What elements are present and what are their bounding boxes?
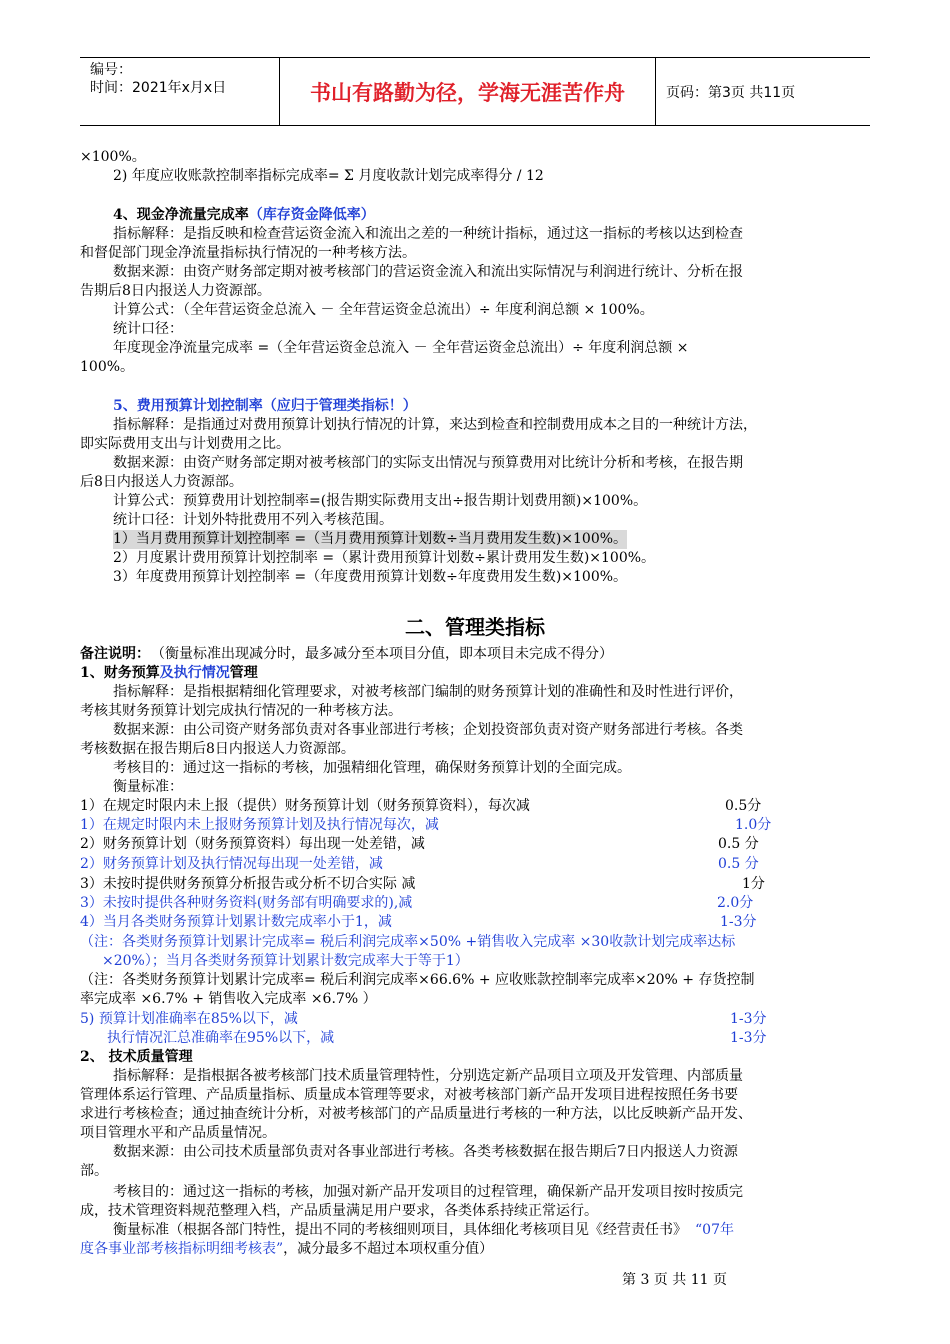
remark-line xyxy=(80,645,613,664)
text-line: 数据来源：由资产财务部定期对被考核部门的营运资金流入和流出实际情况与利润进行统计、分析在报 xyxy=(113,264,743,280)
text-line: 指标解释：是指根据各被考核部门技术质量管理特性，分别选定新产品项目立项及开发管理、内部质量 xyxy=(113,1068,743,1084)
page-footer: 第 3 页 共 11 页 xyxy=(622,1272,727,1288)
criteria-value: 1-3分 xyxy=(730,1030,767,1046)
text-line xyxy=(80,1240,493,1259)
text-line: 部。 xyxy=(80,1163,108,1179)
header-motto: 书山有路勤为径，学海无涯苦作舟 xyxy=(280,58,656,125)
text-line: 计算公式：预算费用计划控制率=(报告期实际费用支出÷报告期计划费用额)×100%。 xyxy=(113,493,648,509)
page-header xyxy=(80,57,870,126)
text-line: 考核数据在报告期后8日内报送人力资源部。 xyxy=(80,741,355,757)
criteria-item: 2）财务预算计划及执行情况每出现一处差错，减 xyxy=(80,856,383,872)
note-line: ×20%）；当月各类财务预算计划累计数完成率大于等于1） xyxy=(102,953,469,969)
text-line: 指标解释：是指根据精细化管理要求，对被考核部门编制的财务预算计划的准确性和及时性进行评价， xyxy=(113,684,743,700)
text-line: 计算公式：（全年营运资金总流入 － 全年营运资金总流出）÷ 年度利润总额 × 100%。 xyxy=(113,302,654,318)
text-part-blue: 度各事业部考核指标明细考核表” xyxy=(80,1241,284,1257)
criteria-value: 1分 xyxy=(742,876,765,892)
text-line: 数据来源：由公司技术质量部负责对各事业部进行考核。各类考核数据在报告期后7日内报送人力资源 xyxy=(113,1144,738,1160)
remark-text: （衡量标准出现减分时，最多减分至本项目分值，即本项目未完成不得分） xyxy=(158,646,613,662)
text-line: 告期后8日内报送人力资源部。 xyxy=(80,283,271,299)
criteria-value: 0.5 分 xyxy=(718,836,759,852)
criteria-item: 4）当月各类财务预算计划累计数完成率小于1，减 xyxy=(80,914,392,930)
criteria-item: 2）财务预算计划（财务预算资料）每出现一处差错，减 xyxy=(80,836,425,852)
text-line: 3）年度费用预算计划控制率 =（年度费用预算计划数÷年度费用发生数)×100%。 xyxy=(113,569,628,585)
text-line: 考核目的：通过这一指标的考核，加强精细化管理，确保财务预算计划的全面完成。 xyxy=(113,760,631,776)
text-line: 管理体系运行管理、产品质量指标、质量成本管理等要求，对被考核部门新产品开发项目进程按照任务书要 xyxy=(80,1087,738,1103)
criteria-value: 2.0分 xyxy=(717,895,754,911)
criteria-value: 0.5分 xyxy=(725,798,762,814)
text-line: 衡量标准： xyxy=(113,779,183,795)
number-label: 编号： xyxy=(90,62,132,78)
text-line: 成，技术管理资料规范整理入档，产品质量满足用户要求，各类体系持续正常运行。 xyxy=(80,1203,598,1219)
criteria-item: 3）未按时提供各种财务资料(财务部有明确要求的),减 xyxy=(80,895,413,911)
criteria-value: 1-3分 xyxy=(720,914,757,930)
heading-part: 1、财务预算 xyxy=(80,665,160,681)
text-line xyxy=(113,1221,734,1240)
text-line: 考核目的：通过这一指标的考核，加强对新产品开发项目的过程管理，确保新产品开发项目按时按质完 xyxy=(113,1184,743,1200)
text-line: 即实际费用支出与计划费用之比。 xyxy=(80,436,290,452)
note-line: 率完成率 ×6.7% + 销售收入完成率 ×6.7% ） xyxy=(80,991,377,1007)
text-line: 数据来源：由资产财务部定期对被考核部门的实际支出情况与预算费用对比统计分析和考核，在报告期 xyxy=(113,455,743,471)
text-line: 统计口径：计划外特批费用不列入考核范围。 xyxy=(113,512,393,528)
heading-part: 管理 xyxy=(229,665,258,681)
text-line: 指标解释：是指反映和检查营运资金流入和流出之差的一种统计指标，通过这一指标的考核以达到检查 xyxy=(113,226,743,242)
section-heading: 5、费用预算计划控制率（应归于管理类指标！） xyxy=(113,398,417,414)
text-part: ，减分最多不超过本项权重分值） xyxy=(283,1241,494,1257)
criteria-item: 3）未按时提供财务预算分析报告或分析不切合实际 减 xyxy=(80,876,416,892)
text-line: 统计口径： xyxy=(113,321,183,337)
section-title-management: 二、管理类指标 xyxy=(405,615,545,639)
heading-part-blue: 及执行情况 xyxy=(159,665,230,681)
subsection-heading: 2、 技术质量管理 xyxy=(80,1049,193,1065)
criteria-item: 1）在规定时限内未上报（提供）财务预算计划（财务预算资料），每次减 xyxy=(80,798,530,814)
criteria-item: 执行情况汇总准确率在95%以下，减 xyxy=(107,1030,335,1046)
section-heading xyxy=(113,206,375,225)
note-line: （注：各类财务预算计划累计完成率= 税后利润完成率×50% +销售收入完成率 ×30收款计划完成率达标 xyxy=(80,934,736,950)
criteria-item: 1）在规定时限内未上报财务预算计划及执行情况每次，减 xyxy=(80,817,439,833)
text-part-blue: “07年 xyxy=(695,1222,734,1238)
text-line: 求进行考核检查；通过抽查统计分析，对被考核部门的产品质量进行考核的一种方法，以比反映新产品开发、 xyxy=(80,1106,752,1122)
criteria-value: 1-3分 xyxy=(730,1011,767,1027)
text-line: ×100%。 xyxy=(80,149,146,165)
remark-label: 备注说明： xyxy=(80,646,150,662)
note-line: （注：各类财务预算计划累计完成率= 税后利润完成率×66.6% + 应收账款控制率完成率×20% + 存货控制 xyxy=(80,972,755,988)
text-line: 2) 年度应收账款控制率指标完成率= Σ 月度收款计划完成率得分 / 12 xyxy=(113,168,544,184)
text-line: 100%。 xyxy=(80,359,135,375)
text-line: 项目管理水平和产品质量情况。 xyxy=(80,1125,276,1141)
criteria-value: 0.5 分 xyxy=(718,856,759,872)
text-line: 2）月度累计费用预算计划控制率 =（累计费用预算计划数÷累计费用发生数)×100%。 xyxy=(113,550,656,566)
header-page-info: 页码：第3页 共11页 xyxy=(666,84,796,101)
text-line: 和督促部门现金净流量指标执行情况的一种考核方法。 xyxy=(80,245,416,261)
text-line: 考核其财务预算计划完成执行情况的一种考核方法。 xyxy=(80,703,402,719)
text-line: 指标解释：是指通过对费用预算计划执行情况的计算，来达到检查和控制费用成本之目的一种统计方法， xyxy=(113,417,757,433)
section-title: 4、现金净流量完成率 xyxy=(113,207,249,223)
criteria-value: 1.0分 xyxy=(735,817,772,833)
highlighted-line: 1）当月费用预算计划控制率 =（当月费用预算计划数÷当月费用发生数)×100%。 xyxy=(113,531,628,547)
text-line: 数据来源：由公司资产财务部负责对各事业部进行考核；企划投资部负责对资产财务部进行考核。各类 xyxy=(113,722,743,738)
subsection-heading xyxy=(80,664,258,683)
text-line: 后8日内报送人力资源部。 xyxy=(80,474,243,490)
header-meta xyxy=(80,58,280,125)
text-part: 衡量标准（根据各部门特性，提出不同的考核细则项目，具体细化考核项目见《经营责任书》 xyxy=(113,1222,687,1238)
text-line: 年度现金净流量完成率 =（全年营运资金总流入 － 全年营运资金总流出）÷ 年度利润总额 × xyxy=(113,340,689,356)
section-note: （库存资金降低率） xyxy=(248,207,375,223)
time-label: 时间：2021年x月x日 xyxy=(90,80,227,96)
criteria-item: 5) 预算计划准确率在85%以下，减 xyxy=(80,1011,298,1027)
